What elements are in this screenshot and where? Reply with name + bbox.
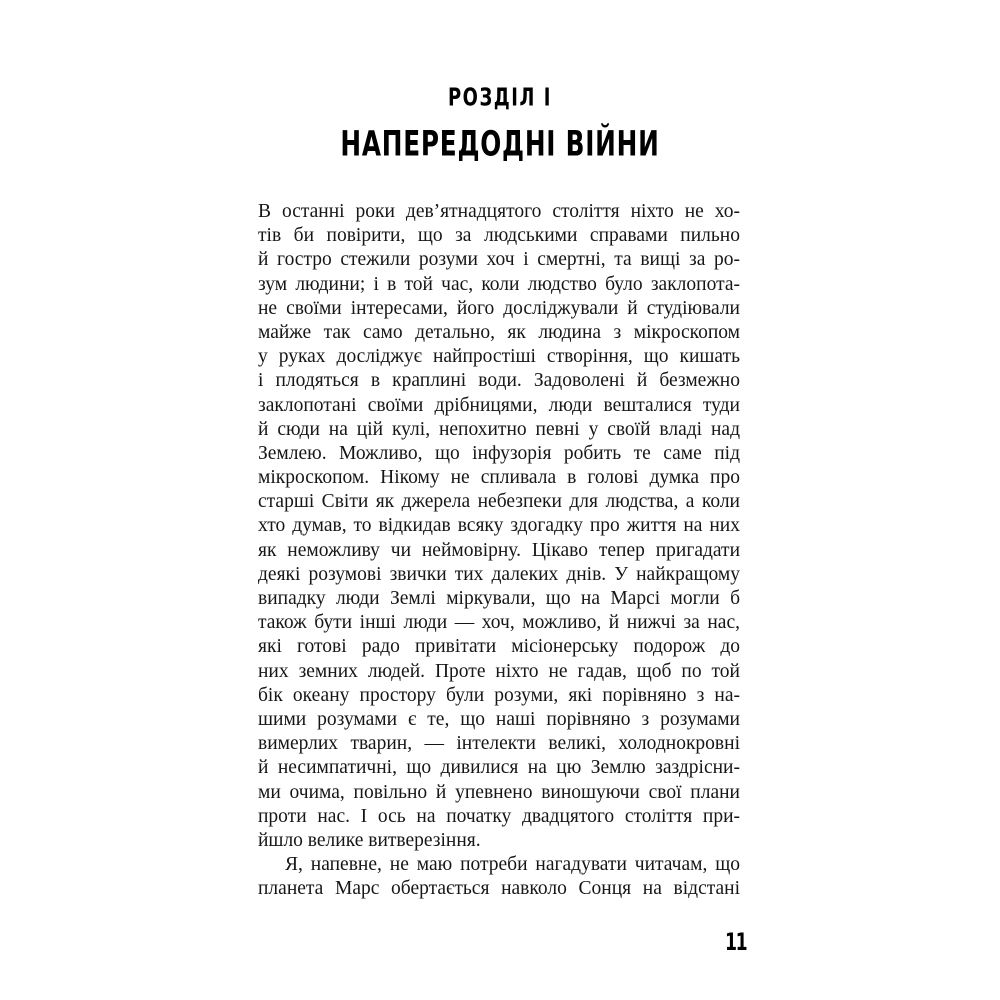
text-line-p1-26: проти нас. І ось на початку двадцятого століття при- (258, 805, 740, 827)
text-line-p1-17: випадку люди Землі міркували, що на Марсі могли б (258, 588, 740, 609)
text-line-p1-19: які готові радо привітати місіонерську подорож до (258, 636, 740, 658)
text-line-p1-7: у руках досліджує найпростіші створіння, що кишать (258, 346, 740, 368)
text-line-p1-1: В останні роки дев’ятнадцятого століття ніхто не хо- (258, 201, 740, 222)
text-line-p1-11: Землею. Можливо, що інфузорія робить те саме під (258, 442, 740, 464)
text-line-p2-2: планета Марс обертається навколо Сонця на відстані (258, 878, 740, 900)
text-line-p1-24: й несимпатичні, що дивилися на цю Землю заздрісни- (258, 757, 740, 779)
text-line-p1-16: деякі розумові звички тих далеких днів. У найкращому (258, 563, 740, 585)
text-line-p1-6: майже так само детально, як людина з мікроскопом (258, 321, 740, 343)
text-line-p1-20: них земних людей. Проте ніхто не гадав, щоб по той (258, 660, 740, 682)
text-line-p1-8: і плодяться в краплині води. Задоволені й безмежно (258, 370, 740, 392)
text-line-p1-21: бік океану простору були розуми, які порівняно з на- (258, 684, 740, 706)
text-line-p1-18: також бути інші люди — хоч, можливо, й нижчі за нас, (258, 612, 740, 634)
text-line-p1-22: шими розумами є те, що наші порівняно з розумами (258, 708, 740, 730)
page-number: 11 (725, 928, 747, 956)
text-line-p1-13: старші Світи як джерела небезпеки для людства, а коли (258, 491, 740, 513)
chapter-label: РОЗДІЛ І (447, 83, 553, 113)
text-line-p1-4: зум людини; і в той час, коли людство було заклопота- (258, 273, 740, 295)
text-line-p1-12: мікроскопом. Нікому не спливала в голові думка про (258, 467, 740, 489)
body-text (258, 200, 740, 901)
text-line-p1-27: йшло велике витверезіння. (258, 829, 481, 851)
text-line-p1-23: вимерлих тварин, — інтелекти великі, холоднокровні (258, 733, 740, 755)
text-line-p2-1: Я, напевне, не маю потреби нагадувати читачам, що (285, 854, 740, 876)
text-line-p1-10: й сюди на цій кулі, непохитно певні у своїй владі над (258, 418, 740, 440)
text-line-p1-25: ми очима, повільно й упевнено виношуючи свої плани (258, 781, 740, 803)
text-line-p1-2: тів би повірити, що за людськими справами пильно (258, 225, 740, 247)
text-line-p1-5: не своїми інтересами, його досліджували й студіювали (258, 297, 740, 319)
chapter-title: НАПЕРЕДОДНІ ВІЙНИ (340, 122, 660, 165)
text-line-p1-9: заклопотані своїми дрібницями, люди вешталися туди (258, 394, 740, 416)
text-line-p1-3: й гостро стежили розуми хоч і смертні, та вищі за ро- (258, 249, 740, 271)
text-line-p1-15: як неможливу чи неймовірну. Цікаво тепер пригадати (258, 539, 740, 561)
text-line-p1-14: хто думав, то відкидав всяку здогадку про життя на них (258, 515, 740, 537)
